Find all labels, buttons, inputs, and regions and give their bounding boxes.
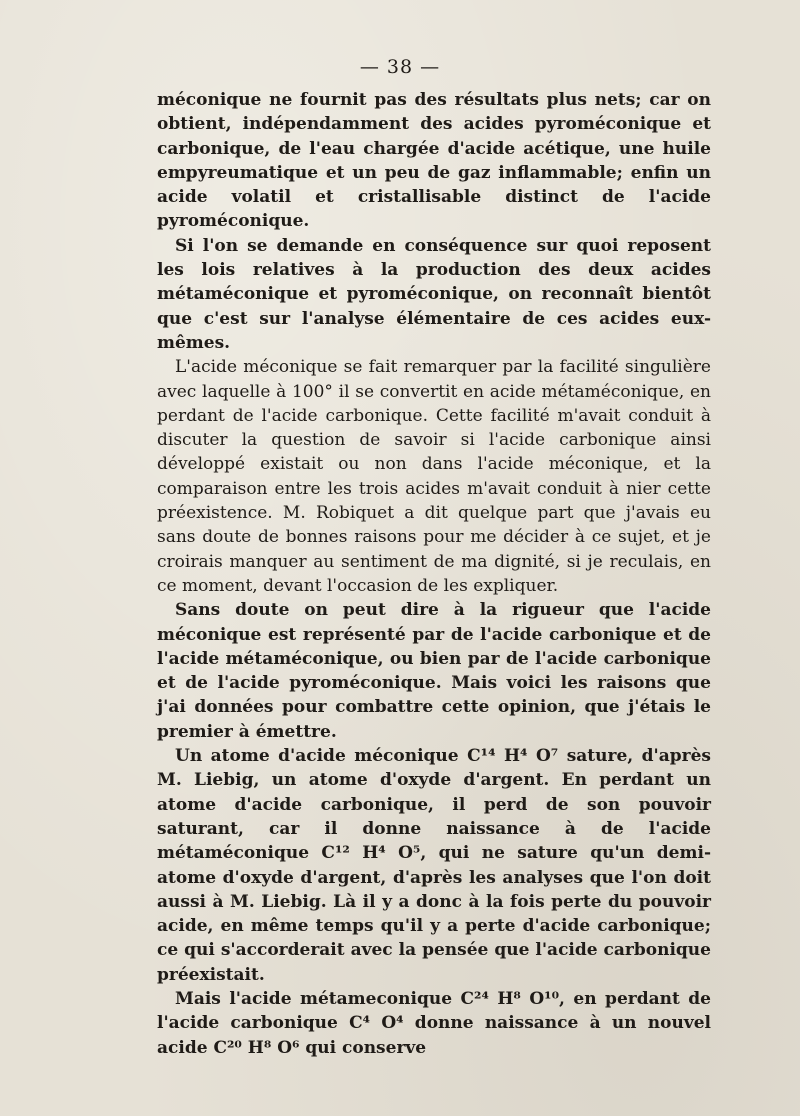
page-number: — 38 — bbox=[359, 56, 441, 78]
paragraph: méconique ne fournit pas des résultats plus nets; car on obtient, indépendamment des acides pyroméconique et carbonique, de l'eau chargée d'acide acétique, une huile empyreumatique et un peu de gaz inflammable; enfin un acide volatil et cristallisable distinct de l'acide pyroméconique. bbox=[157, 90, 711, 232]
paragraph: Si l'on se demande en conséquence sur quoi reposent les lois relatives à la production des deux acides métaméconique et pyroméconique, on reconnaît bientôt que c'est sur l'analyse élémentaire de ces acides eux-mêmes. bbox=[157, 235, 711, 353]
paragraph: Sans doute on peut dire à la rigueur que l'acide méconique est représenté par de l'acide carbonique et de l'acide métaméconique, ou bien par de l'acide carbonique et de l'acide pyroméconique. Mais voici les raisons que j'ai données pour combattre cette opinion, que j'étais le premier à émettre. bbox=[157, 600, 711, 742]
paragraph: L'acide méconique se fait remarquer par la facilité singulière avec laquelle à 100° il se convertit en acide métaméconique, en perdant de l'acide carbonique. Cette facilité m'avait conduit à discuter la question de savoir si l'acide carbonique ainsi développé existait ou non dans l'acide méconique, et la comparaison entre les trois acides m'avait conduit à nier cette préexistence. M. Robiquet a dit quelque part que j'avais eu sans doute de bonnes raisons pour me décider à ce sujet, et je croirais manquer au sentiment de ma dignité, si je reculais, en ce moment, devant l'occasion de les expliquer. bbox=[157, 357, 711, 596]
paragraph: Mais l'acide métameconique C²⁴ H⁸ O¹⁰, en perdant de l'acide carbonique C⁴ O⁴ donne naissance à un nouvel acide C²⁰ H⁸ O⁶ qui conserve bbox=[157, 988, 711, 1058]
text-body bbox=[157, 88, 711, 1060]
paragraph: Un atome d'acide méconique C¹⁴ H⁴ O⁷ sature, d'après M. Liebig, un atome d'oxyde d'argent. En perdant un atome d'acide carbonique, il perd de son pouvoir saturant, car il donne naissance à de l'acide métaméconique C¹² H⁴ O⁵, qui ne sature qu'un demi-atome d'oxyde d'argent, d'après les analyses que l'on doit aussi à M. Liebig. Là il y a donc à la fois perte du pouvoir acide, en même temps qu'il y a perte d'acide carbonique; ce qui s'accorderait avec la pensée que l'acide carbonique préexistait. bbox=[157, 746, 711, 985]
